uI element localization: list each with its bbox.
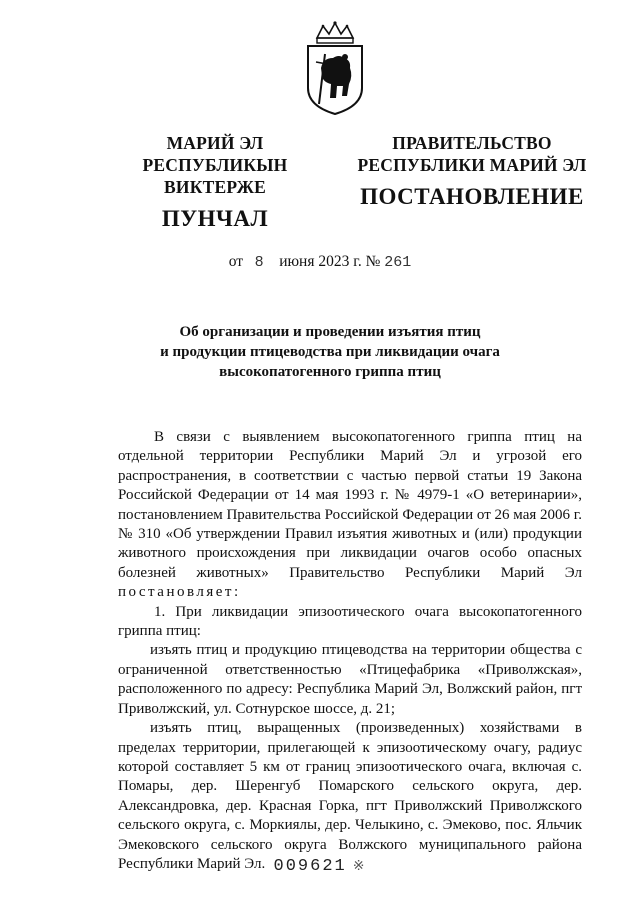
date-and-number-line xyxy=(0,253,640,271)
header-left-line2: ВИКТЕРЖЕ xyxy=(164,177,266,197)
paragraph-item-1: 1. При ликвидации эпизоотического очага высокопатогенного гриппа птиц: xyxy=(118,603,582,640)
header-right-doc-type: ПОСТАНОВЛЕНИЕ xyxy=(360,184,584,209)
document-title xyxy=(120,322,540,382)
header-russian-language xyxy=(352,132,592,212)
resolution-verb: постановляет: xyxy=(118,584,241,601)
header-left-doc-type: ПУНЧАЛ xyxy=(161,206,269,231)
date-day: 8 xyxy=(254,254,264,271)
preamble-text: В связи с выявлением высокопатогенного гриппа птиц на отдельной территории Республики Марий Эл и угрозой его распространения, в соответствии с частью первой статьи 19 Закона Российской Федерации от 14 мая 1993 г. № 4979-1 «О ветеринарии», постановлением Правительства Российской Федерации от 26 мая 2006 г. № 310 «Об утверждении Правил изъятия животных и (или) продукции животного происхождения при ликвидации очагов особо опасных болезней животных» Правительство Республики Марий Эл xyxy=(118,429,582,581)
title-line3: высокопатогенного гриппа птиц xyxy=(219,364,441,380)
header-right-line2: РЕСПУБЛИКИ МАРИЙ ЭЛ xyxy=(357,155,587,175)
paragraph-item-1-a: изъять птиц и продукцию птицеводства на территории общества с ограниченной ответственностью «Птицефабрика «Приволжская», расположенного по адресу: Республика Марий Эл, Волжский район, пгт Приволжский, ул. Сотнурское шоссе, д. 21; xyxy=(118,642,582,717)
date-rest: июня 2023 г. № xyxy=(279,253,381,270)
document-number: 261 xyxy=(384,254,412,271)
header-mari-language xyxy=(95,132,335,234)
serial-mark-icon: ※ xyxy=(352,859,367,875)
paragraph-preamble xyxy=(118,428,582,603)
title-line1: Об организации и проведении изъятия птиц xyxy=(179,324,481,340)
title-line2: и продукции птицеводства при ликвидации очага xyxy=(160,344,500,360)
coat-of-arms-emblem xyxy=(303,20,367,116)
header-right-line1: ПРАВИТЕЛЬСТВО xyxy=(392,133,552,153)
serial-number: 009621 xyxy=(273,857,347,876)
header-left-line1: МАРИЙ ЭЛ РЕСПУБЛИКЫН xyxy=(142,133,288,175)
paragraph-item-1-b: изъять птиц, выращенных (произведенных) хозяйствами в пределах территории, прилегающей к эпизоотическому очагу, радиус которой составляет 5 км от границ эпизоотического очага, включая с. Помары, дер. Шеренгуб Помарского сельского округа, дер. Александровка, дер. Красная Горка, пгт Приволжский Приволжского сельского округа, с. Моркиялы, дер. Челыкино, с. Эмеково, пос. Яльчик Эмековского сельского округа Волжского муниципального района Республики Марий Эл. xyxy=(118,720,582,872)
document-body xyxy=(118,428,582,874)
form-serial-number xyxy=(0,857,640,876)
date-prefix: от xyxy=(228,253,244,270)
